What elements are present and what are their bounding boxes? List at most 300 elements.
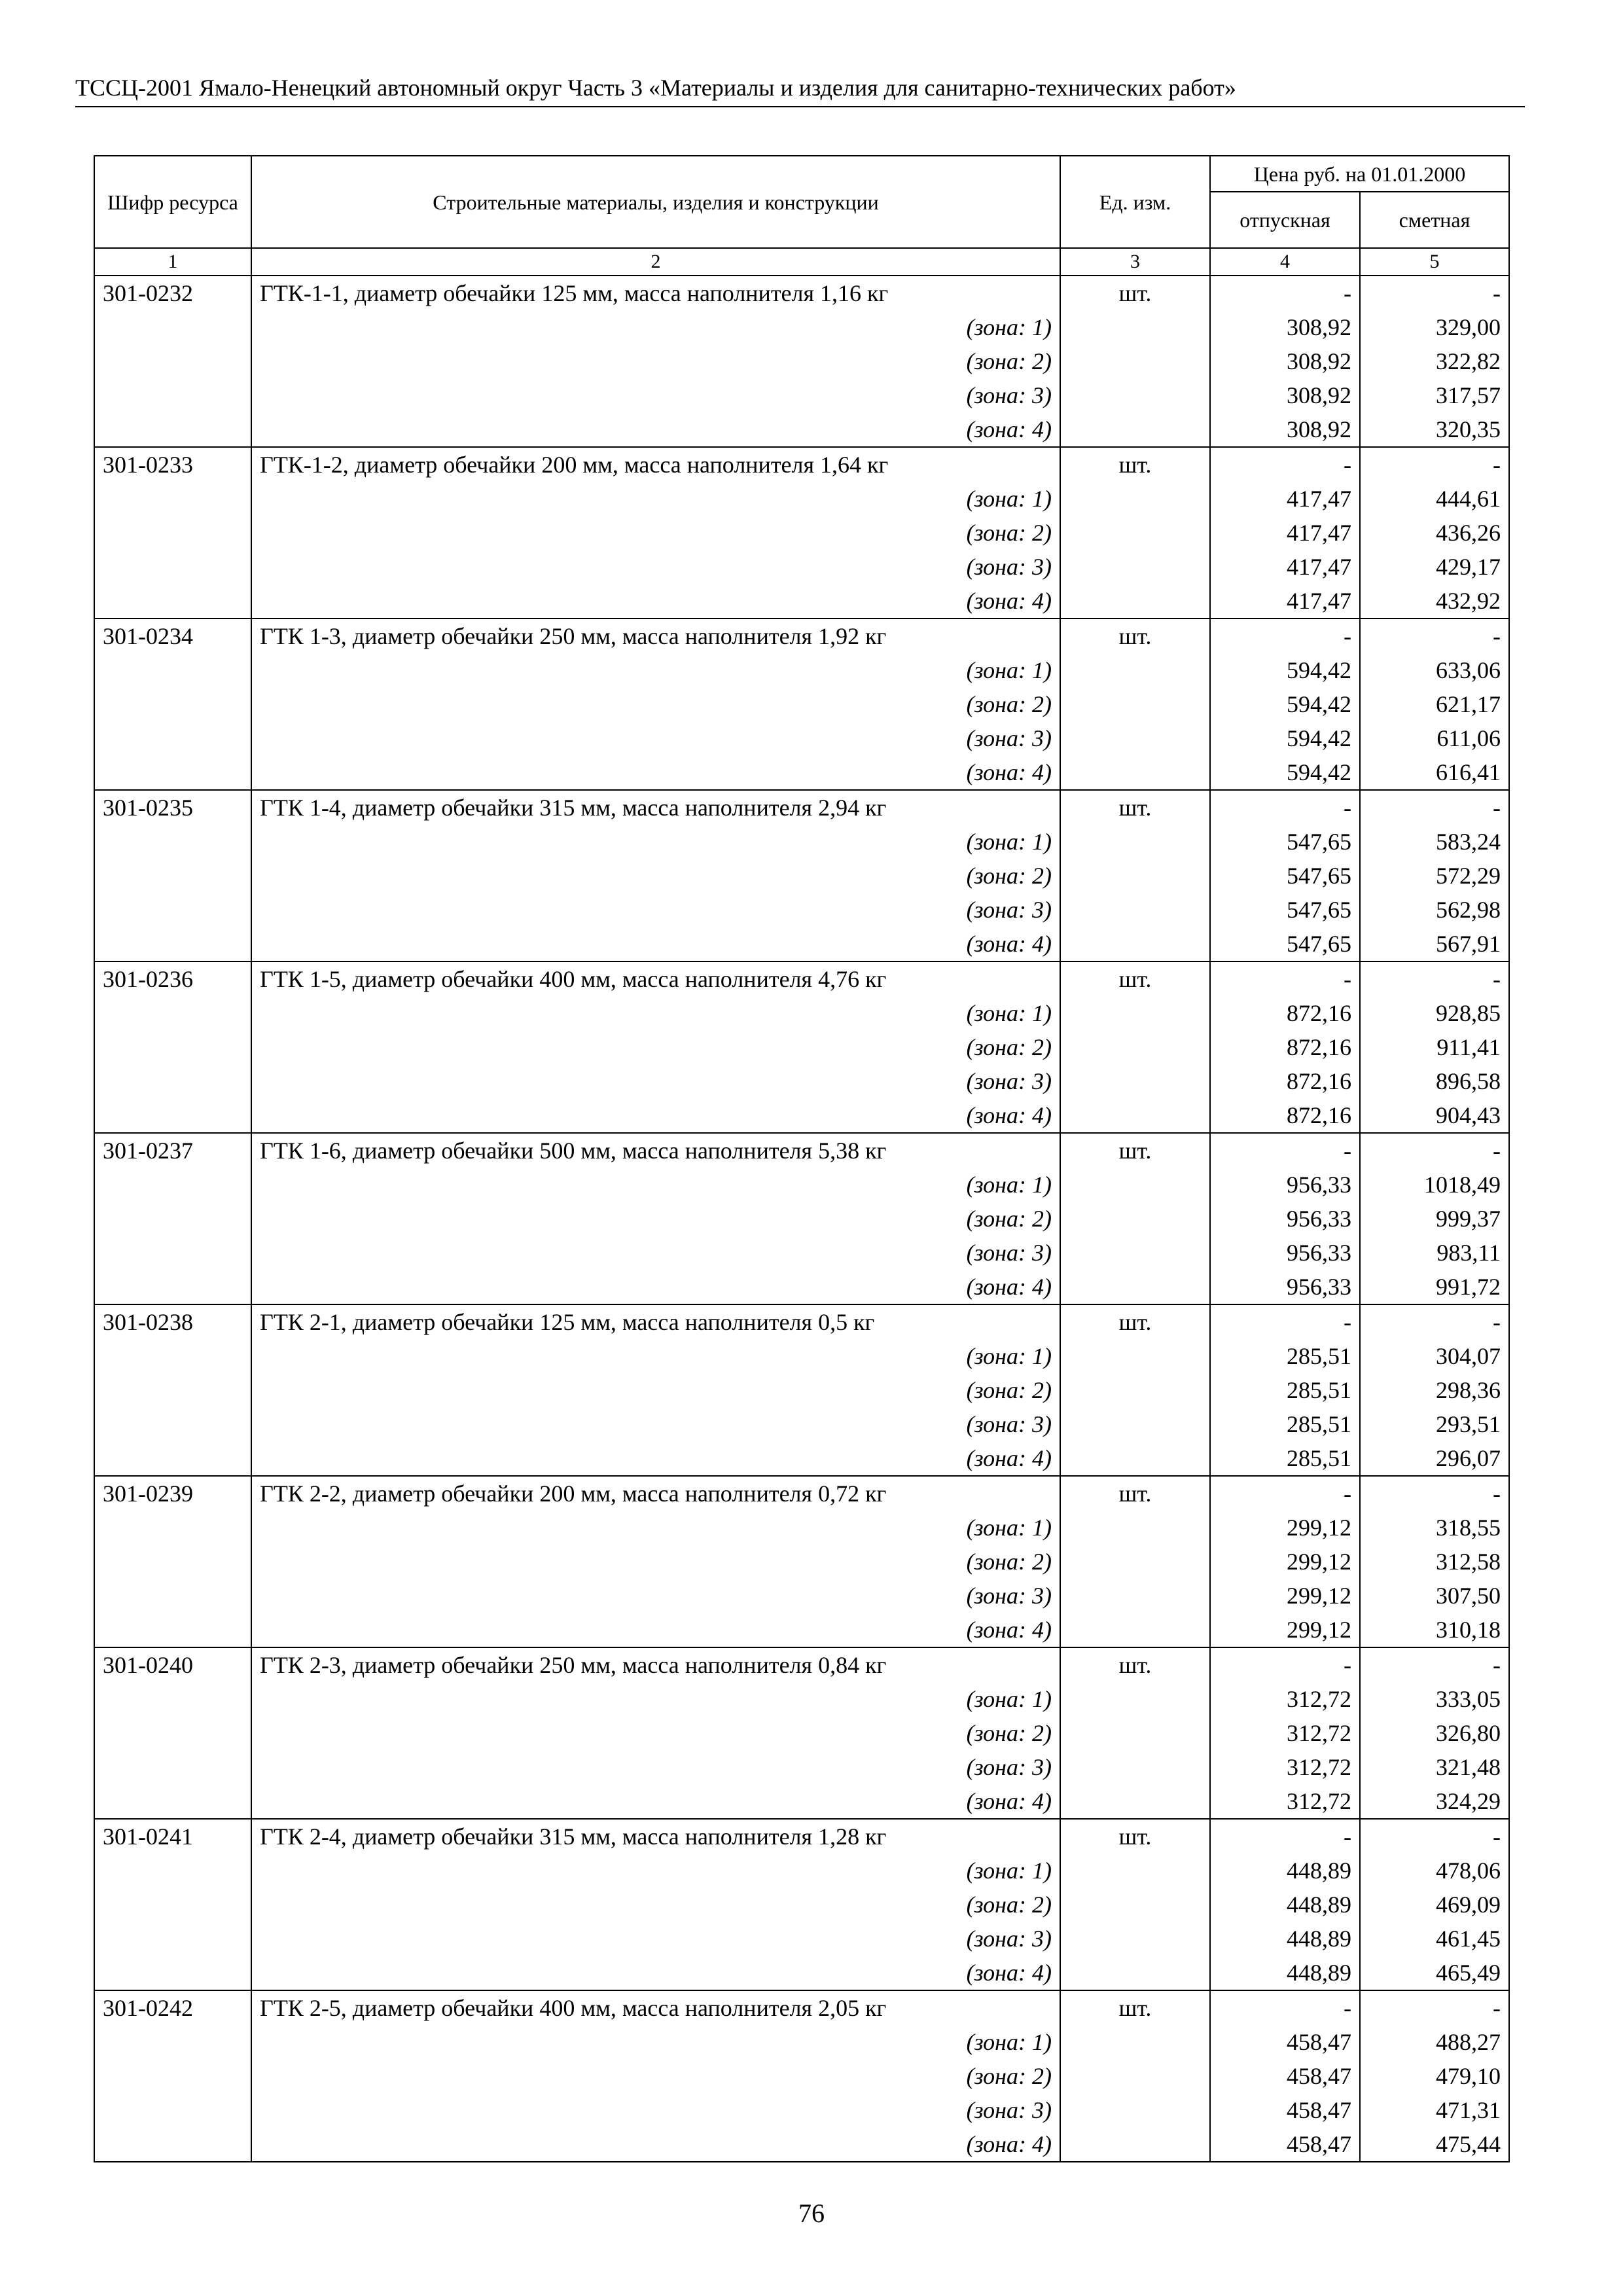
table-row (94, 1819, 1509, 1854)
zone-label: (зона: 1) (251, 1854, 1060, 1888)
zone-label: (зона: 3) (251, 550, 1060, 584)
empty-cell (1060, 1373, 1210, 1407)
resource-code: 301-0242 (94, 1990, 251, 2025)
column-header-estimate: сметная (1360, 192, 1509, 248)
empty-cell (94, 1098, 251, 1133)
estimate-price: 572,29 (1360, 859, 1509, 893)
resource-code: 301-0234 (94, 619, 251, 653)
zone-label: (зона: 3) (251, 378, 1060, 412)
zone-row (94, 755, 1509, 790)
estimate-price: 333,05 (1360, 1682, 1509, 1716)
resource-name: ГТК 1-3, диаметр обечайки 250 мм, масса наполнителя 1,92 кг (251, 619, 1060, 653)
empty-cell (1060, 516, 1210, 550)
resource-group (94, 276, 1509, 447)
estimate-price: 1018,49 (1360, 1168, 1509, 1202)
release-price: 872,16 (1210, 1030, 1360, 1064)
resource-code: 301-0236 (94, 961, 251, 996)
empty-cell (94, 344, 251, 378)
zone-row (94, 927, 1509, 961)
zone-row (94, 2093, 1509, 2127)
table-row (94, 1304, 1509, 1339)
resource-group (94, 961, 1509, 1133)
estimate-price: 307,50 (1360, 1579, 1509, 1613)
estimate-price: 999,37 (1360, 1202, 1509, 1236)
estimate-price: 317,57 (1360, 378, 1509, 412)
resource-unit: шт. (1060, 1990, 1210, 2025)
release-price: 312,72 (1210, 1784, 1360, 1819)
zone-label: (зона: 2) (251, 1888, 1060, 1922)
estimate-price: 911,41 (1360, 1030, 1509, 1064)
estimate-price: - (1360, 790, 1509, 825)
release-price: - (1210, 1133, 1360, 1168)
empty-cell (1060, 378, 1210, 412)
table-row (94, 1990, 1509, 2025)
empty-cell (1060, 1441, 1210, 1476)
zone-label: (зона: 4) (251, 412, 1060, 447)
zone-label: (зона: 1) (251, 1682, 1060, 1716)
column-number: 5 (1360, 248, 1509, 276)
zone-label: (зона: 4) (251, 1098, 1060, 1133)
release-price: - (1210, 1990, 1360, 2025)
resource-unit: шт. (1060, 1476, 1210, 1511)
zone-label: (зона: 3) (251, 1407, 1060, 1441)
estimate-price: 611,06 (1360, 721, 1509, 755)
release-price: 956,33 (1210, 1270, 1360, 1304)
resource-group (94, 1819, 1509, 1990)
table-row (94, 276, 1509, 310)
release-price: 594,42 (1210, 653, 1360, 687)
empty-cell (1060, 755, 1210, 790)
estimate-price: 298,36 (1360, 1373, 1509, 1407)
release-price: 312,72 (1210, 1682, 1360, 1716)
zone-label: (зона: 1) (251, 482, 1060, 516)
empty-cell (94, 2127, 251, 2162)
estimate-price: 318,55 (1360, 1511, 1509, 1545)
release-price: 299,12 (1210, 1579, 1360, 1613)
release-price: 448,89 (1210, 1854, 1360, 1888)
estimate-price: 461,45 (1360, 1922, 1509, 1956)
empty-cell (94, 653, 251, 687)
resource-unit: шт. (1060, 1304, 1210, 1339)
zone-label: (зона: 2) (251, 344, 1060, 378)
estimate-price: 296,07 (1360, 1441, 1509, 1476)
estimate-price: 429,17 (1360, 550, 1509, 584)
empty-cell (1060, 584, 1210, 619)
resource-unit: шт. (1060, 1819, 1210, 1854)
resource-group (94, 1304, 1509, 1476)
zone-row (94, 996, 1509, 1030)
release-price: 594,42 (1210, 755, 1360, 790)
estimate-price: 904,43 (1360, 1098, 1509, 1133)
empty-cell (1060, 859, 1210, 893)
empty-cell (94, 378, 251, 412)
empty-cell (94, 1956, 251, 1990)
estimate-price: - (1360, 1990, 1509, 2025)
resource-code: 301-0233 (94, 447, 251, 482)
release-price: 594,42 (1210, 721, 1360, 755)
resource-unit: шт. (1060, 1647, 1210, 1682)
zone-label: (зона: 1) (251, 1168, 1060, 1202)
zone-label: (зона: 3) (251, 1750, 1060, 1784)
zone-row (94, 1202, 1509, 1236)
empty-cell (94, 516, 251, 550)
release-price: 312,72 (1210, 1716, 1360, 1750)
empty-cell (1060, 1888, 1210, 1922)
release-price: 448,89 (1210, 1922, 1360, 1956)
zone-row (94, 859, 1509, 893)
empty-cell (1060, 1098, 1210, 1133)
empty-cell (94, 927, 251, 961)
estimate-price: 329,00 (1360, 310, 1509, 344)
empty-cell (94, 755, 251, 790)
zone-row (94, 1236, 1509, 1270)
zone-label: (зона: 4) (251, 2127, 1060, 2162)
release-price: 594,42 (1210, 687, 1360, 721)
release-price: 458,47 (1210, 2025, 1360, 2059)
column-number: 4 (1210, 248, 1360, 276)
empty-cell (1060, 825, 1210, 859)
resource-name: ГТК-1-2, диаметр обечайки 200 мм, масса наполнителя 1,64 кг (251, 447, 1060, 482)
estimate-price: 310,18 (1360, 1613, 1509, 1647)
resource-code: 301-0237 (94, 1133, 251, 1168)
zone-row (94, 1545, 1509, 1579)
estimate-price: 488,27 (1360, 2025, 1509, 2059)
zone-label: (зона: 4) (251, 584, 1060, 619)
release-price: 285,51 (1210, 1339, 1360, 1373)
release-price: 872,16 (1210, 1098, 1360, 1133)
release-price: 547,65 (1210, 859, 1360, 893)
resource-unit: шт. (1060, 790, 1210, 825)
zone-row (94, 1339, 1509, 1373)
release-price: - (1210, 961, 1360, 996)
release-price: 285,51 (1210, 1441, 1360, 1476)
empty-cell (94, 584, 251, 619)
estimate-price: 321,48 (1360, 1750, 1509, 1784)
empty-cell (94, 1613, 251, 1647)
empty-cell (1060, 1613, 1210, 1647)
empty-cell (1060, 893, 1210, 927)
release-price: 299,12 (1210, 1613, 1360, 1647)
zone-row (94, 1956, 1509, 1990)
estimate-price: 432,92 (1360, 584, 1509, 619)
resource-unit: шт. (1060, 619, 1210, 653)
release-price: 547,65 (1210, 825, 1360, 859)
empty-cell (1060, 2025, 1210, 2059)
resource-unit: шт. (1060, 961, 1210, 996)
zone-row (94, 584, 1509, 619)
empty-cell (1060, 1030, 1210, 1064)
empty-cell (94, 1270, 251, 1304)
resource-name: ГТК 2-1, диаметр обечайки 125 мм, масса наполнителя 0,5 кг (251, 1304, 1060, 1339)
resource-unit: шт. (1060, 1133, 1210, 1168)
estimate-price: 471,31 (1360, 2093, 1509, 2127)
release-price: 308,92 (1210, 310, 1360, 344)
zone-label: (зона: 3) (251, 1922, 1060, 1956)
release-price: 547,65 (1210, 927, 1360, 961)
resource-code: 301-0240 (94, 1647, 251, 1682)
release-price: 312,72 (1210, 1750, 1360, 1784)
estimate-price: - (1360, 1476, 1509, 1511)
empty-cell (1060, 1236, 1210, 1270)
empty-cell (1060, 1682, 1210, 1716)
estimate-price: - (1360, 619, 1509, 653)
zone-label: (зона: 4) (251, 1956, 1060, 1990)
empty-cell (94, 1545, 251, 1579)
empty-cell (94, 1750, 251, 1784)
resource-code: 301-0239 (94, 1476, 251, 1511)
estimate-price: 983,11 (1360, 1236, 1509, 1270)
estimate-price: - (1360, 1819, 1509, 1854)
table-header (94, 156, 1509, 276)
estimate-price: 583,24 (1360, 825, 1509, 859)
zone-label: (зона: 3) (251, 721, 1060, 755)
empty-cell (94, 721, 251, 755)
zone-row (94, 1922, 1509, 1956)
zone-row (94, 1579, 1509, 1613)
zone-label: (зона: 2) (251, 516, 1060, 550)
estimate-price: 436,26 (1360, 516, 1509, 550)
resource-name: ГТК 1-6, диаметр обечайки 500 мм, масса наполнителя 5,38 кг (251, 1133, 1060, 1168)
empty-cell (1060, 653, 1210, 687)
estimate-price: 616,41 (1360, 755, 1509, 790)
estimate-price: 621,17 (1360, 687, 1509, 721)
table-row (94, 1647, 1509, 1682)
zone-label: (зона: 1) (251, 310, 1060, 344)
zone-row (94, 1750, 1509, 1784)
empty-cell (1060, 1511, 1210, 1545)
resource-group (94, 1476, 1509, 1647)
empty-cell (94, 1888, 251, 1922)
estimate-price: 475,44 (1360, 2127, 1509, 2162)
estimate-price: 479,10 (1360, 2059, 1509, 2093)
empty-cell (1060, 1956, 1210, 1990)
empty-cell (94, 1064, 251, 1098)
zone-row (94, 482, 1509, 516)
release-price: - (1210, 619, 1360, 653)
estimate-price: 469,09 (1360, 1888, 1509, 1922)
column-header-price-group: Цена руб. на 01.01.2000 (1210, 156, 1509, 192)
page-number: 76 (798, 2198, 825, 2228)
zone-row (94, 378, 1509, 412)
column-number: 3 (1060, 248, 1210, 276)
zone-label: (зона: 3) (251, 1579, 1060, 1613)
column-header-name: Строительные материалы, изделия и конструкции (251, 156, 1060, 248)
release-price: 956,33 (1210, 1168, 1360, 1202)
zone-row (94, 1407, 1509, 1441)
zone-label: (зона: 2) (251, 1545, 1060, 1579)
empty-cell (94, 1339, 251, 1373)
release-price: 285,51 (1210, 1407, 1360, 1441)
resource-unit: шт. (1060, 276, 1210, 310)
zone-label: (зона: 4) (251, 1613, 1060, 1647)
resource-code: 301-0235 (94, 790, 251, 825)
zone-label: (зона: 3) (251, 1236, 1060, 1270)
estimate-price: 562,98 (1360, 893, 1509, 927)
empty-cell (1060, 721, 1210, 755)
empty-cell (1060, 2059, 1210, 2093)
empty-cell (1060, 1784, 1210, 1819)
release-price: 458,47 (1210, 2059, 1360, 2093)
empty-cell (94, 825, 251, 859)
zone-row (94, 893, 1509, 927)
empty-cell (94, 687, 251, 721)
empty-cell (94, 412, 251, 447)
zone-label: (зона: 1) (251, 996, 1060, 1030)
empty-cell (1060, 996, 1210, 1030)
release-price: - (1210, 1647, 1360, 1682)
estimate-price: 465,49 (1360, 1956, 1509, 1990)
empty-cell (1060, 482, 1210, 516)
estimate-price: 326,80 (1360, 1716, 1509, 1750)
column-header-unit: Ед. изм. (1060, 156, 1210, 248)
release-price: 872,16 (1210, 1064, 1360, 1098)
column-header-release: отпускная (1210, 192, 1360, 248)
resource-group (94, 1647, 1509, 1819)
estimate-price: 928,85 (1360, 996, 1509, 1030)
column-header-code: Шифр ресурса (94, 156, 251, 248)
zone-label: (зона: 3) (251, 893, 1060, 927)
release-price: - (1210, 790, 1360, 825)
empty-cell (94, 1202, 251, 1236)
estimate-price: 567,91 (1360, 927, 1509, 961)
table-row (94, 619, 1509, 653)
zone-row (94, 1270, 1509, 1304)
empty-cell (1060, 1922, 1210, 1956)
resource-name: ГТК 2-2, диаметр обечайки 200 мм, масса наполнителя 0,72 кг (251, 1476, 1060, 1511)
resource-code: 301-0241 (94, 1819, 251, 1854)
empty-cell (94, 1579, 251, 1613)
zone-row (94, 1613, 1509, 1647)
release-price: 308,92 (1210, 344, 1360, 378)
zone-row (94, 687, 1509, 721)
empty-cell (1060, 1579, 1210, 1613)
empty-cell (1060, 1168, 1210, 1202)
zone-row (94, 516, 1509, 550)
resource-code: 301-0238 (94, 1304, 251, 1339)
zone-label: (зона: 2) (251, 1202, 1060, 1236)
column-number: 2 (251, 248, 1060, 276)
zone-label: (зона: 2) (251, 2059, 1060, 2093)
zone-row (94, 2059, 1509, 2093)
zone-row (94, 2025, 1509, 2059)
zone-row (94, 1441, 1509, 1476)
empty-cell (94, 310, 251, 344)
zone-row (94, 653, 1509, 687)
zone-label: (зона: 4) (251, 1441, 1060, 1476)
zone-label: (зона: 3) (251, 1064, 1060, 1098)
estimate-price: 322,82 (1360, 344, 1509, 378)
zone-label: (зона: 3) (251, 2093, 1060, 2127)
resource-name: ГТК-1-1, диаметр обечайки 125 мм, масса наполнителя 1,16 кг (251, 276, 1060, 310)
release-price: 872,16 (1210, 996, 1360, 1030)
zone-label: (зона: 1) (251, 653, 1060, 687)
empty-cell (94, 1716, 251, 1750)
release-price: 417,47 (1210, 482, 1360, 516)
release-price: - (1210, 1304, 1360, 1339)
estimate-price: 991,72 (1360, 1270, 1509, 1304)
table-row (94, 961, 1509, 996)
zone-row (94, 550, 1509, 584)
document-header: ТССЦ-2001 Ямало-Ненецкий автономный округ Часть 3 «Материалы и изделия для санитарно-технических работ» (75, 73, 1525, 107)
resource-unit: шт. (1060, 447, 1210, 482)
empty-cell (94, 1682, 251, 1716)
zone-label: (зона: 1) (251, 2025, 1060, 2059)
zone-row (94, 412, 1509, 447)
release-price: 285,51 (1210, 1373, 1360, 1407)
zone-label: (зона: 1) (251, 1339, 1060, 1373)
resource-group (94, 447, 1509, 619)
zone-row (94, 2127, 1509, 2162)
zone-label: (зона: 4) (251, 1270, 1060, 1304)
estimate-price: - (1360, 961, 1509, 996)
resource-code: 301-0232 (94, 276, 251, 310)
empty-cell (1060, 927, 1210, 961)
empty-cell (1060, 1854, 1210, 1888)
empty-cell (94, 2093, 251, 2127)
zone-row (94, 1854, 1509, 1888)
estimate-price: 312,58 (1360, 1545, 1509, 1579)
zone-row (94, 1030, 1509, 1064)
estimate-price: - (1360, 276, 1509, 310)
estimate-price: 320,35 (1360, 412, 1509, 447)
release-price: 417,47 (1210, 584, 1360, 619)
estimate-price: - (1360, 1304, 1509, 1339)
empty-cell (94, 1407, 251, 1441)
table-row (94, 790, 1509, 825)
table-row (94, 447, 1509, 482)
empty-cell (94, 1441, 251, 1476)
empty-cell (1060, 310, 1210, 344)
empty-cell (94, 1168, 251, 1202)
resource-group (94, 790, 1509, 961)
zone-label: (зона: 2) (251, 687, 1060, 721)
release-price: 417,47 (1210, 516, 1360, 550)
empty-cell (1060, 1750, 1210, 1784)
empty-cell (1060, 2093, 1210, 2127)
zone-row (94, 1511, 1509, 1545)
empty-cell (1060, 1339, 1210, 1373)
zone-row (94, 1064, 1509, 1098)
release-price: - (1210, 447, 1360, 482)
estimate-price: - (1360, 447, 1509, 482)
zone-row (94, 1784, 1509, 1819)
empty-cell (94, 2059, 251, 2093)
release-price: - (1210, 1819, 1360, 1854)
resource-group (94, 1133, 1509, 1304)
zone-label: (зона: 1) (251, 825, 1060, 859)
zone-row (94, 344, 1509, 378)
release-price: 956,33 (1210, 1202, 1360, 1236)
release-price: - (1210, 1476, 1360, 1511)
estimate-price: 896,58 (1360, 1064, 1509, 1098)
zone-row (94, 1098, 1509, 1133)
empty-cell (94, 996, 251, 1030)
release-price: 458,47 (1210, 2127, 1360, 2162)
estimate-price: 324,29 (1360, 1784, 1509, 1819)
release-price: 417,47 (1210, 550, 1360, 584)
release-price: 458,47 (1210, 2093, 1360, 2127)
empty-cell (94, 859, 251, 893)
zone-label: (зона: 2) (251, 1716, 1060, 1750)
empty-cell (1060, 1407, 1210, 1441)
empty-cell (94, 893, 251, 927)
zone-row (94, 1888, 1509, 1922)
zone-row (94, 310, 1509, 344)
zone-row (94, 1716, 1509, 1750)
resource-group (94, 619, 1509, 790)
release-price: 956,33 (1210, 1236, 1360, 1270)
zone-row (94, 1682, 1509, 1716)
